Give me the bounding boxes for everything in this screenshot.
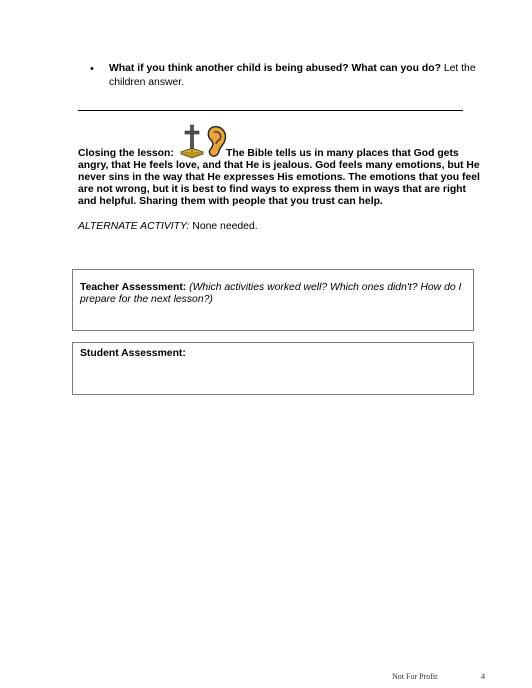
teacher-assessment-box[interactable]	[72, 269, 474, 331]
alternate-activity	[78, 221, 258, 233]
page-number: 4	[481, 672, 485, 681]
bullet-dot: •	[90, 63, 94, 75]
alternate-activity-label: ALTERNATE ACTIVITY:	[78, 221, 190, 232]
teacher-assessment-label: Teacher Assessment:	[80, 282, 187, 293]
bullet-text	[109, 62, 489, 90]
alternate-activity-value: None needed.	[189, 221, 258, 232]
closing-text: angry, that He feels love, and that He is jealous. God feels many emotions, but He never sins in the way that He expresses His emotions. The emotions that you feel are not wrong, but it is best to find ways to express them in ways that are right and helpful. Sharing them with people that you trust can help.	[78, 160, 480, 207]
closing-section	[78, 148, 483, 208]
teacher-assessment-content	[80, 282, 468, 306]
teacher-assessment-note: (Which activities worked well? Which ones didn't? How do I prepare for the next lesson?)	[80, 282, 462, 305]
closing-text-start: The Bible tells us in many places that God gets	[226, 148, 459, 159]
bullet-question: What if you think another child is being abused? What can you do?	[109, 63, 441, 74]
footer-text: Not For Profit	[392, 672, 438, 681]
horizontal-rule	[78, 110, 463, 111]
closing-first-line	[78, 148, 483, 160]
page-footer	[392, 672, 492, 681]
bullet-instruction: Let the children answer.	[109, 63, 476, 88]
closing-label: Closing the lesson:	[78, 148, 174, 159]
student-assessment-label: Student Assessment:	[80, 348, 186, 359]
student-assessment-content	[80, 348, 468, 360]
student-assessment-box[interactable]	[72, 342, 474, 395]
